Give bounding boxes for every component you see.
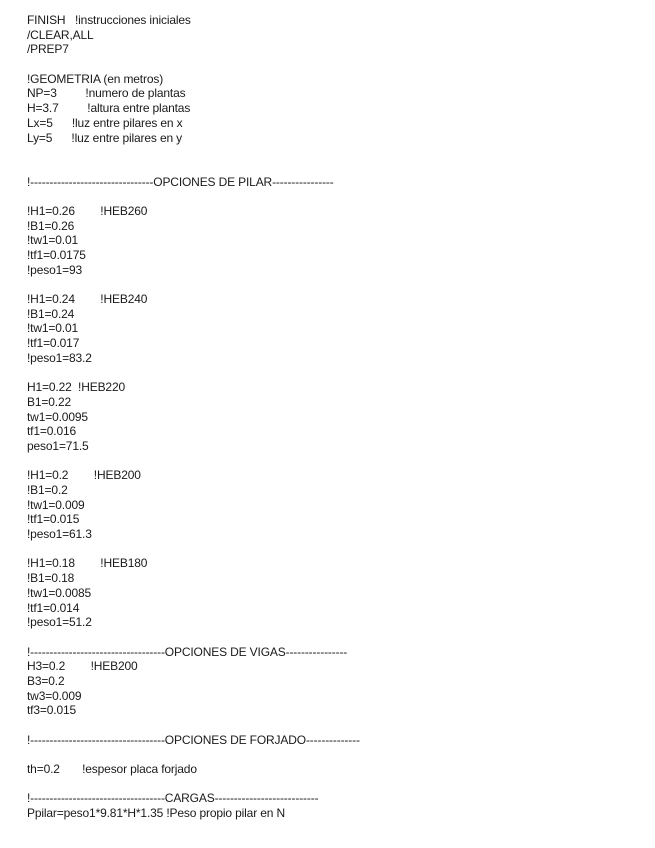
code-line: !peso1=61.3: [27, 527, 92, 542]
code-line: !GEOMETRIA (en metros): [27, 71, 164, 86]
code-line: !--------------------------------OPCIONES DE PILAR----------------: [27, 174, 334, 189]
code-line: tw1=0.0095: [27, 409, 88, 424]
blank-line: [27, 718, 627, 733]
blank-line: [27, 454, 627, 469]
code-line: !peso1=83.2: [27, 350, 92, 365]
blank-line: [27, 145, 627, 160]
code-line: Ly=5 !luz entre pilares en y: [27, 130, 183, 145]
code-line: !B1=0.2: [27, 483, 68, 497]
code-line: !tw1=0.0085: [27, 585, 92, 600]
blank-line: [27, 630, 627, 645]
code-line: !H1=0.24 !HEB240: [27, 292, 148, 307]
code-line: !peso1=51.2: [27, 615, 92, 630]
code-line: !tw1=0.01: [27, 233, 79, 248]
code-line: !-----------------------------------OPCIONES DE VIGAS----------------: [27, 644, 348, 659]
document-body: [27, 13, 627, 821]
code-line: !tf1=0.015: [27, 512, 80, 527]
code-line: /CLEAR,ALL: [27, 27, 94, 42]
code-line: B3=0.2: [27, 673, 65, 688]
code-line: /PREP7: [27, 42, 69, 57]
blank-line: [27, 57, 627, 72]
code-line: !B1=0.18: [27, 571, 75, 586]
code-line: th=0.2 !espesor placa forjado: [27, 762, 197, 777]
code-line: !tf1=0.017: [27, 336, 80, 351]
code-line: !-----------------------------------CARGAS---------------------------: [27, 791, 319, 806]
code-line: H=3.7 !altura entre plantas: [27, 101, 191, 116]
blank-line: [27, 777, 627, 792]
code-line: !tf1=0.014: [27, 600, 80, 615]
code-line: H1=0.22 !HEB220: [27, 380, 126, 395]
code-line: !H1=0.2 !HEB200: [27, 468, 141, 483]
code-line: tf1=0.016: [27, 424, 77, 439]
code-line: H3=0.2 !HEB200: [27, 659, 138, 674]
blank-line: [27, 189, 627, 204]
blank-line: [27, 747, 627, 762]
code-line: NP=3 !numero de plantas: [27, 86, 186, 101]
code-line: !B1=0.26: [27, 218, 75, 233]
blank-line: [27, 277, 627, 292]
code-line: !H1=0.26 !HEB260: [27, 203, 148, 218]
code-line: !peso1=93: [27, 262, 83, 277]
code-line: tf3=0.015: [27, 703, 77, 718]
code-line: FINISH !instrucciones iniciales: [27, 13, 191, 27]
code-line: Ppilar=peso1*9.81*H*1.35 !Peso propio pilar en N: [27, 806, 285, 821]
blank-line: [27, 366, 627, 381]
code-line: Lx=5 !luz entre pilares en x: [27, 115, 183, 130]
code-line: !H1=0.18 !HEB180: [27, 556, 148, 571]
code-line: B1=0.22: [27, 394, 71, 409]
blank-line: [27, 160, 627, 175]
code-line: !tf1=0.0175: [27, 248, 86, 262]
code-line: peso1=71.5: [27, 438, 89, 453]
code-line: !B1=0.24: [27, 306, 75, 321]
code-line: !tw1=0.01: [27, 321, 79, 336]
code-line: !-----------------------------------OPCIONES DE FORJADO--------------: [27, 732, 360, 747]
code-line: tw3=0.009: [27, 688, 82, 703]
code-line: !tw1=0.009: [27, 497, 85, 512]
blank-line: [27, 542, 627, 557]
